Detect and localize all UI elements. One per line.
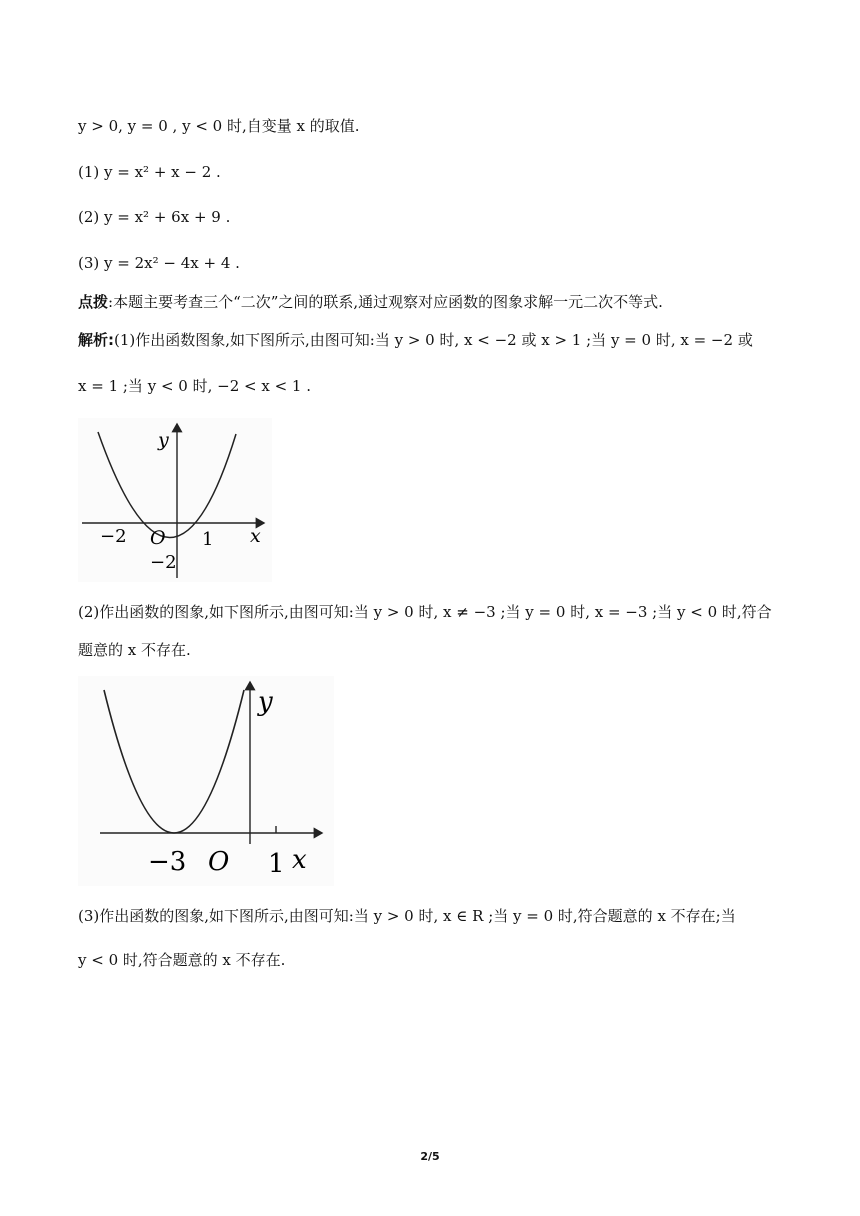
hint-line: [78, 292, 663, 312]
solution-label: 解析:: [78, 331, 114, 349]
tick-1: 1: [202, 529, 214, 550]
problem-2: (2) y = x² + 6x + 9 .: [78, 208, 231, 226]
solution-part1-text: (1)作出函数图象,如下图所示,由图可知:当 y > 0 时, x < −2 或 x > 1 ;当 y = 0 时, x = −2 或: [114, 331, 753, 349]
problem-3: (3) y = 2x² − 4x + 4 .: [78, 254, 240, 272]
x-axis-label: x: [250, 525, 261, 547]
tick-y-neg2: −2: [150, 552, 177, 573]
x-axis-label: x: [292, 845, 307, 875]
parabola-figure-1: [78, 418, 272, 582]
origin-label: O: [208, 847, 230, 877]
y-axis-label: y: [258, 687, 273, 717]
tick-neg2: −2: [100, 526, 127, 547]
intro-line: y > 0, y = 0 , y < 0 时,自变量 x 的取值.: [78, 117, 360, 135]
parabola-curve: [104, 690, 244, 833]
solution-part1-line1: [78, 330, 753, 350]
problem-1: (1) y = x² + x − 2 .: [78, 163, 221, 181]
solution-part3-line1: (3)作出函数的图象,如下图所示,由图可知:当 y > 0 时, x ∈ R ;当 y = 0 时,符合题意的 x 不存在;当: [78, 907, 736, 925]
tick-1: 1: [268, 849, 285, 879]
page-number: 2/5: [420, 1150, 440, 1163]
origin-label: O: [150, 527, 166, 549]
solution-part2-line2: 题意的 x 不存在.: [78, 641, 191, 659]
hint-text: :本题主要考查三个“二次”之间的联系,通过观察对应函数的图象求解一元二次不等式.: [108, 293, 663, 311]
solution-part1-line2: x = 1 ;当 y < 0 时, −2 < x < 1 .: [78, 377, 311, 395]
solution-part2-line1: (2)作出函数的图象,如下图所示,由图可知:当 y > 0 时, x ≠ −3 ;当 y = 0 时, x = −3 ;当 y < 0 时,符合: [78, 603, 772, 621]
tick-neg3: −3: [148, 847, 187, 877]
parabola-figure-2: [78, 676, 334, 886]
y-axis-label: y: [158, 429, 169, 451]
solution-part3-line2: y < 0 时,符合题意的 x 不存在.: [78, 951, 286, 969]
hint-label: 点拨: [78, 293, 109, 311]
